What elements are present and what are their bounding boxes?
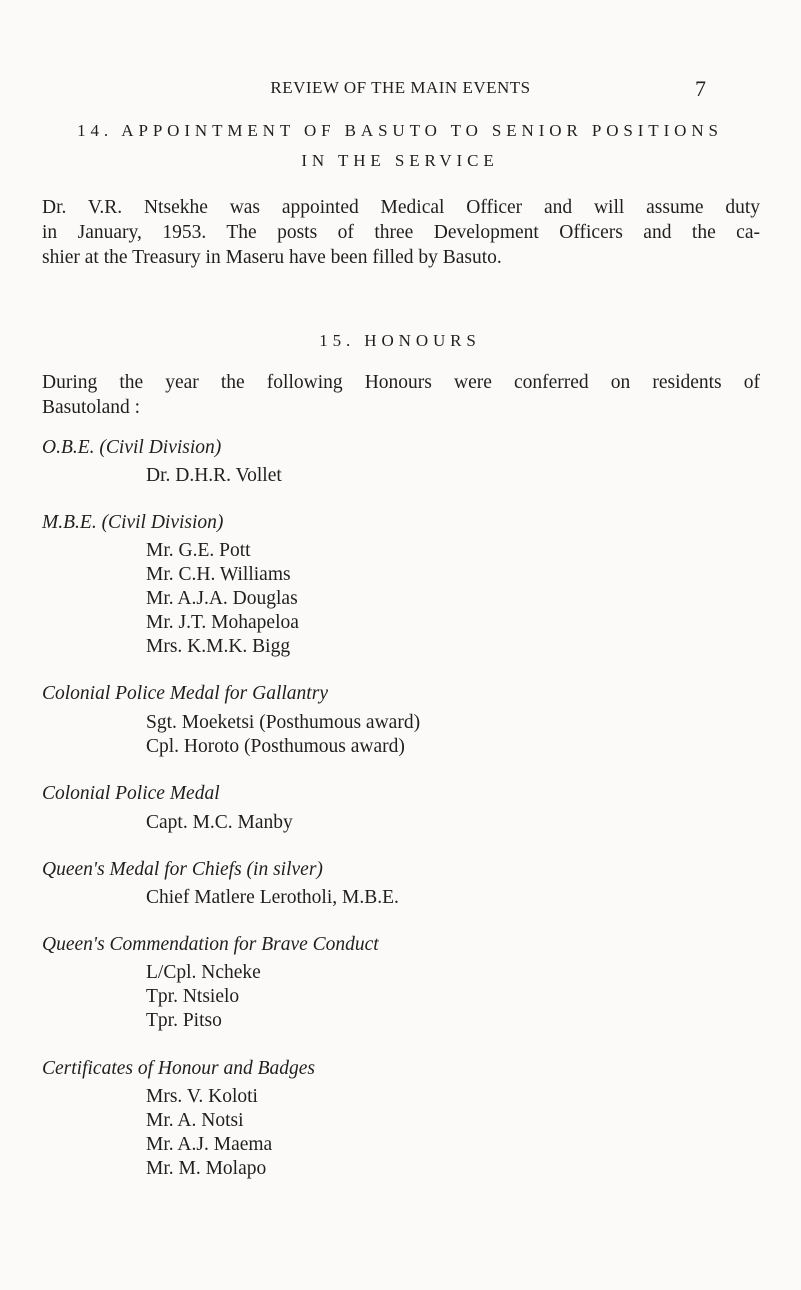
recipient: Mrs. K.M.K. Bigg: [146, 636, 291, 657]
recipient: Mr. M. Molapo: [146, 1158, 267, 1179]
paragraph-line: shier at the Treasury in Maseru have been filled by Basuto.: [42, 247, 502, 268]
award-recipients-queens-medal-chiefs: [146, 886, 399, 910]
recipient: Dr. D.H.R. Vollet: [146, 465, 282, 486]
recipient: Tpr. Pitso: [146, 1010, 222, 1031]
recipient: Chief Matlere Lerotholi, M.B.E.: [146, 887, 399, 908]
section-15-paragraph: [42, 370, 760, 420]
paragraph-line: in January, 1953. The posts of three Development Officers and the ca-: [42, 222, 760, 243]
award-title-queens-commendation: Queen's Commendation for Brave Conduct: [42, 934, 379, 955]
award-recipients-queens-commendation: [146, 961, 261, 1033]
section-14-paragraph: [42, 195, 760, 270]
award-recipients-obe: [146, 464, 282, 488]
award-title-cpm: Colonial Police Medal: [42, 783, 220, 804]
award-title-certificates: Certificates of Honour and Badges: [42, 1058, 315, 1079]
paragraph-line: During the year the following Honours were conferred on residents of: [42, 372, 760, 393]
award-recipients-cpm: [146, 811, 293, 835]
recipient: Mr. A.J.A. Douglas: [146, 588, 298, 609]
award-title-mbe: M.B.E. (Civil Division): [42, 512, 224, 533]
recipient: Sgt. Moeketsi (Posthumous award): [146, 712, 421, 733]
recipient: Tpr. Ntsielo: [146, 986, 240, 1007]
recipient: Mr. J.T. Mohapeloa: [146, 612, 299, 633]
section-14-heading-line2: IN THE SERVICE: [301, 151, 499, 170]
recipient: Cpl. Horoto (Posthumous award): [146, 736, 405, 757]
recipient: Mr. G.E. Pott: [146, 540, 251, 561]
section-15-heading: 15. HONOURS: [319, 331, 481, 350]
recipient: Mrs. V. Koloti: [146, 1086, 258, 1107]
paragraph-line: Dr. V.R. Ntsekhe was appointed Medical Officer and will assume duty: [42, 197, 760, 218]
running-head: REVIEW OF THE MAIN EVENTS: [270, 78, 531, 97]
award-title-obe: O.B.E. (Civil Division): [42, 437, 222, 458]
award-recipients-certificates: [146, 1085, 272, 1181]
recipient: Capt. M.C. Manby: [146, 812, 293, 833]
recipient: Mr. C.H. Williams: [146, 564, 291, 585]
award-title-cpm-gallantry: Colonial Police Medal for Gallantry: [42, 683, 328, 704]
page-number: 7: [695, 76, 706, 101]
recipient: Mr. A. Notsi: [146, 1110, 244, 1131]
award-recipients-cpm-gallantry: [146, 711, 420, 759]
section-14-heading-line1: 14. APPOINTMENT OF BASUTO TO SENIOR POSITIONS: [77, 121, 723, 140]
award-recipients-mbe: [146, 539, 299, 659]
paragraph-line: Basutoland :: [42, 397, 141, 418]
award-title-queens-medal-chiefs: Queen's Medal for Chiefs (in silver): [42, 859, 323, 880]
recipient: Mr. A.J. Maema: [146, 1134, 273, 1155]
recipient: L/Cpl. Ncheke: [146, 962, 261, 983]
